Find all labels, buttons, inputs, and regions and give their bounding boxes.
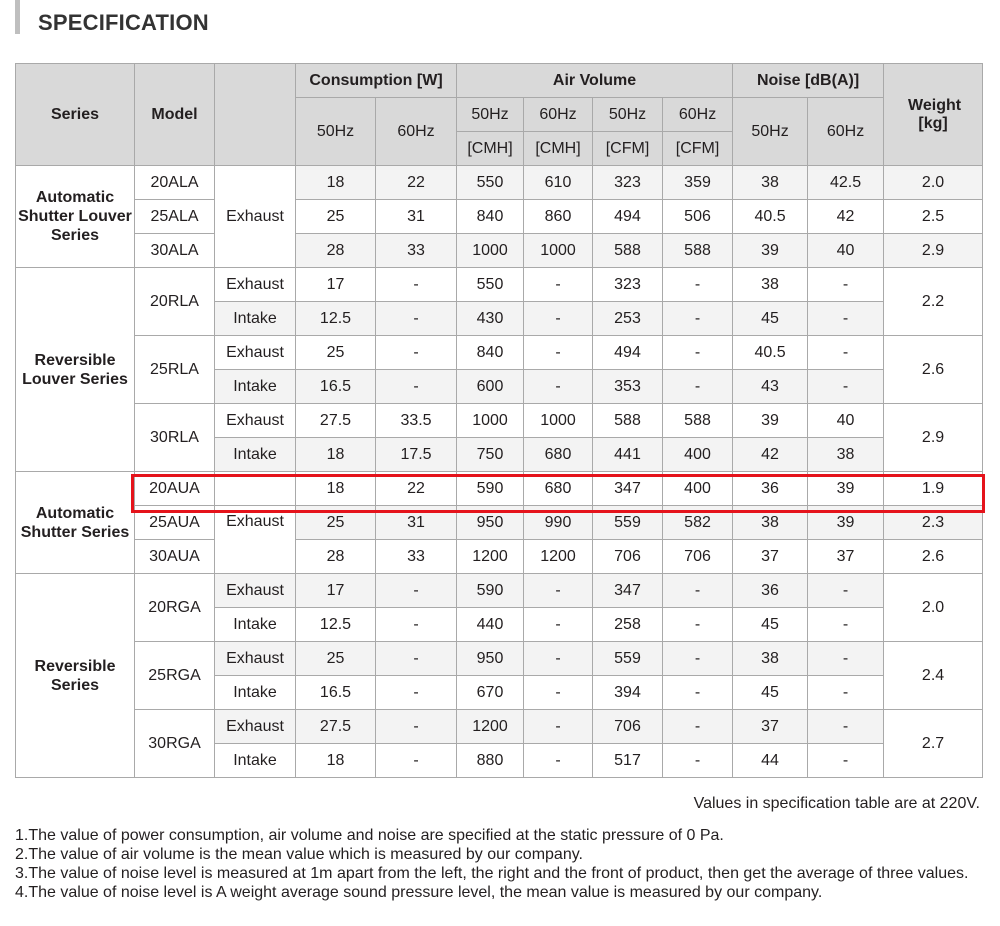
noise-60hz-cell: -	[808, 744, 884, 778]
air-cmh-50hz-cell: 1000	[457, 404, 524, 438]
air-cfm-50hz-cell: 347	[593, 472, 663, 506]
air-cmh-50hz-cell: 550	[457, 268, 524, 302]
header-noise-50hz: 50Hz	[733, 98, 808, 166]
air-cfm-50hz-cell: 588	[593, 404, 663, 438]
consumption-50hz-cell: 25	[296, 336, 376, 370]
weight-cell: 1.9	[884, 472, 983, 506]
air-cfm-60hz-cell: -	[663, 574, 733, 608]
notes-list	[15, 826, 968, 902]
consumption-60hz-cell: 22	[376, 166, 457, 200]
table-row	[16, 200, 983, 234]
noise-50hz-cell: 39	[733, 404, 808, 438]
noise-50hz-cell: 38	[733, 506, 808, 540]
air-cmh-60hz-cell: 1000	[524, 234, 593, 268]
table-row	[16, 268, 983, 302]
air-cmh-60hz-cell: -	[524, 642, 593, 676]
air-cfm-60hz-cell: 588	[663, 234, 733, 268]
noise-50hz-cell: 45	[733, 302, 808, 336]
air-cfm-60hz-cell: -	[663, 676, 733, 710]
note-item: 2.The value of air volume is the mean value which is measured by our company.	[15, 846, 583, 863]
air-cmh-50hz-cell: 750	[457, 438, 524, 472]
mode-cell: Intake	[215, 608, 296, 642]
air-cmh-60hz-cell: -	[524, 302, 593, 336]
noise-50hz-cell: 36	[733, 574, 808, 608]
header-mode	[215, 64, 296, 166]
table-row	[16, 574, 983, 608]
header-unit-cfm: [CFM]	[663, 132, 733, 166]
air-cmh-50hz-cell: 590	[457, 472, 524, 506]
table-row-highlighted	[16, 472, 983, 506]
air-cmh-60hz-cell: -	[524, 744, 593, 778]
air-cmh-50hz-cell: 440	[457, 608, 524, 642]
mode-cell: Exhaust	[215, 710, 296, 744]
weight-cell: 2.4	[884, 642, 983, 710]
consumption-60hz-cell: 17.5	[376, 438, 457, 472]
air-cmh-50hz-cell: 670	[457, 676, 524, 710]
mode-cell: Exhaust	[215, 166, 296, 268]
header-consumption-60hz: 60Hz	[376, 98, 457, 166]
noise-50hz-cell: 39	[733, 234, 808, 268]
mode-cell: Intake	[215, 438, 296, 472]
header-air-volume: Air Volume	[457, 64, 733, 98]
air-cmh-50hz-cell: 600	[457, 370, 524, 404]
air-cmh-60hz-cell: 1200	[524, 540, 593, 574]
air-cfm-60hz-cell: 400	[663, 438, 733, 472]
air-cfm-50hz-cell: 323	[593, 166, 663, 200]
table-row	[16, 506, 983, 540]
page-title: SPECIFICATION	[38, 10, 209, 35]
noise-60hz-cell: 42	[808, 200, 884, 234]
consumption-50hz-cell: 17	[296, 574, 376, 608]
table-row	[16, 336, 983, 370]
header-noise: Noise [dB(A)]	[733, 64, 884, 98]
noise-60hz-cell: 40	[808, 404, 884, 438]
noise-50hz-cell: 38	[733, 642, 808, 676]
consumption-60hz-cell: 22	[376, 472, 457, 506]
air-cmh-60hz-cell: -	[524, 676, 593, 710]
consumption-50hz-cell: 25	[296, 200, 376, 234]
air-cfm-60hz-cell: -	[663, 744, 733, 778]
title-accent-bar	[15, 0, 20, 34]
consumption-50hz-cell: 27.5	[296, 404, 376, 438]
model-cell: 30RGA	[135, 710, 215, 778]
model-cell: 30RLA	[135, 404, 215, 472]
air-cmh-50hz-cell: 590	[457, 574, 524, 608]
air-cmh-50hz-cell: 1000	[457, 234, 524, 268]
noise-50hz-cell: 44	[733, 744, 808, 778]
model-cell: 20ALA	[135, 166, 215, 200]
noise-60hz-cell: -	[808, 370, 884, 404]
model-cell: 20RGA	[135, 574, 215, 642]
noise-50hz-cell: 40.5	[733, 336, 808, 370]
model-cell: 25RLA	[135, 336, 215, 404]
consumption-60hz-cell: -	[376, 608, 457, 642]
weight-cell: 2.2	[884, 268, 983, 336]
model-cell: 25AUA	[135, 506, 215, 540]
table-row	[16, 234, 983, 268]
noise-60hz-cell: -	[808, 302, 884, 336]
header-noise-60hz: 60Hz	[808, 98, 884, 166]
noise-60hz-cell: 37	[808, 540, 884, 574]
model-cell: 25RGA	[135, 642, 215, 710]
noise-60hz-cell: -	[808, 268, 884, 302]
mode-cell-empty	[215, 472, 296, 506]
air-cfm-50hz-cell: 323	[593, 268, 663, 302]
air-cfm-60hz-cell: 582	[663, 506, 733, 540]
weight-cell: 2.0	[884, 574, 983, 642]
mode-cell: Exhaust	[215, 574, 296, 608]
air-cmh-60hz-cell: 1000	[524, 404, 593, 438]
air-cfm-60hz-cell: 706	[663, 540, 733, 574]
consumption-50hz-cell: 25	[296, 506, 376, 540]
air-cfm-50hz-cell: 706	[593, 710, 663, 744]
note-item: 1.The value of power consumption, air volume and noise are specified at the static pressure of 0 Pa.	[15, 827, 724, 844]
air-cfm-50hz-cell: 494	[593, 200, 663, 234]
air-cfm-50hz-cell: 394	[593, 676, 663, 710]
weight-cell: 2.9	[884, 404, 983, 472]
air-cmh-50hz-cell: 550	[457, 166, 524, 200]
air-cmh-60hz-cell: -	[524, 370, 593, 404]
air-cfm-50hz-cell: 441	[593, 438, 663, 472]
table-row	[16, 404, 983, 438]
air-cmh-60hz-cell: 680	[524, 472, 593, 506]
air-cmh-60hz-cell: -	[524, 336, 593, 370]
air-cfm-60hz-cell: -	[663, 268, 733, 302]
consumption-60hz-cell: -	[376, 642, 457, 676]
series-cell: Reversible Louver Series	[16, 268, 135, 472]
model-cell: 20RLA	[135, 268, 215, 336]
header-series: Series	[16, 64, 135, 166]
noise-60hz-cell: -	[808, 710, 884, 744]
consumption-60hz-cell: 33	[376, 540, 457, 574]
air-cfm-50hz-cell: 353	[593, 370, 663, 404]
table-body	[16, 166, 983, 778]
header-air-cmh-50hz: 50Hz	[457, 98, 524, 132]
air-cfm-50hz-cell: 517	[593, 744, 663, 778]
consumption-50hz-cell: 28	[296, 540, 376, 574]
note-item: 3.The value of noise level is measured at 1m apart from the left, the right and the front of product, then get the average of three values.	[15, 865, 969, 882]
consumption-50hz-cell: 18	[296, 744, 376, 778]
consumption-60hz-cell: 31	[376, 200, 457, 234]
consumption-60hz-cell: 33	[376, 234, 457, 268]
air-cmh-50hz-cell: 950	[457, 642, 524, 676]
model-cell: 30AUA	[135, 540, 215, 574]
noise-50hz-cell: 38	[733, 166, 808, 200]
air-cfm-60hz-cell: -	[663, 642, 733, 676]
table-row	[16, 540, 983, 574]
air-cfm-50hz-cell: 588	[593, 234, 663, 268]
air-cfm-50hz-cell: 559	[593, 506, 663, 540]
air-cmh-60hz-cell: -	[524, 574, 593, 608]
weight-cell: 2.5	[884, 200, 983, 234]
consumption-60hz-cell: -	[376, 336, 457, 370]
consumption-50hz-cell: 12.5	[296, 302, 376, 336]
air-cmh-60hz-cell: -	[524, 710, 593, 744]
model-cell: 25ALA	[135, 200, 215, 234]
noise-50hz-cell: 37	[733, 710, 808, 744]
air-cfm-50hz-cell: 706	[593, 540, 663, 574]
consumption-50hz-cell: 18	[296, 472, 376, 506]
air-cfm-60hz-cell: 400	[663, 472, 733, 506]
noise-60hz-cell: 39	[808, 506, 884, 540]
consumption-50hz-cell: 16.5	[296, 676, 376, 710]
header-consumption: Consumption [W]	[296, 64, 457, 98]
series-cell: Automatic Shutter Louver Series	[16, 166, 135, 268]
air-cmh-60hz-cell: 680	[524, 438, 593, 472]
weight-cell: 2.7	[884, 710, 983, 778]
weight-cell: 2.6	[884, 336, 983, 404]
air-cmh-60hz-cell: 610	[524, 166, 593, 200]
mode-cell: Intake	[215, 302, 296, 336]
noise-60hz-cell: 39	[808, 472, 884, 506]
header-air-cfm-50hz: 50Hz	[593, 98, 663, 132]
noise-60hz-cell: -	[808, 336, 884, 370]
air-cfm-60hz-cell: -	[663, 608, 733, 642]
consumption-60hz-cell: -	[376, 370, 457, 404]
table-row	[16, 166, 983, 200]
mode-cell: Exhaust	[215, 506, 296, 574]
consumption-60hz-cell: -	[376, 744, 457, 778]
air-cfm-60hz-cell: 506	[663, 200, 733, 234]
consumption-50hz-cell: 27.5	[296, 710, 376, 744]
air-cmh-50hz-cell: 840	[457, 200, 524, 234]
header-unit-cmh: [CMH]	[524, 132, 593, 166]
weight-cell: 2.6	[884, 540, 983, 574]
air-cfm-50hz-cell: 494	[593, 336, 663, 370]
noise-50hz-cell: 37	[733, 540, 808, 574]
noise-50hz-cell: 40.5	[733, 200, 808, 234]
mode-cell: Intake	[215, 370, 296, 404]
air-cfm-60hz-cell: -	[663, 710, 733, 744]
air-cmh-50hz-cell: 1200	[457, 710, 524, 744]
consumption-60hz-cell: 31	[376, 506, 457, 540]
consumption-50hz-cell: 17	[296, 268, 376, 302]
consumption-50hz-cell: 12.5	[296, 608, 376, 642]
air-cfm-50hz-cell: 347	[593, 574, 663, 608]
air-cfm-60hz-cell: -	[663, 370, 733, 404]
noise-50hz-cell: 38	[733, 268, 808, 302]
noise-60hz-cell: 38	[808, 438, 884, 472]
series-cell: Automatic Shutter Series	[16, 472, 135, 574]
model-cell: 20AUA	[135, 472, 215, 506]
header-model: Model	[135, 64, 215, 166]
noise-60hz-cell: -	[808, 608, 884, 642]
noise-50hz-cell: 36	[733, 472, 808, 506]
air-cmh-50hz-cell: 1200	[457, 540, 524, 574]
weight-cell: 2.3	[884, 506, 983, 540]
mode-cell: Intake	[215, 744, 296, 778]
consumption-60hz-cell: -	[376, 676, 457, 710]
series-cell: Reversible Series	[16, 574, 135, 778]
header-air-cmh-60hz: 60Hz	[524, 98, 593, 132]
mode-cell: Exhaust	[215, 642, 296, 676]
consumption-50hz-cell: 16.5	[296, 370, 376, 404]
air-cmh-60hz-cell: 860	[524, 200, 593, 234]
air-cmh-60hz-cell: -	[524, 608, 593, 642]
consumption-50hz-cell: 18	[296, 166, 376, 200]
consumption-50hz-cell: 25	[296, 642, 376, 676]
table-row	[16, 710, 983, 744]
header-consumption-50hz: 50Hz	[296, 98, 376, 166]
noise-50hz-cell: 45	[733, 608, 808, 642]
note-item: 4.The value of noise level is A weight average sound pressure level, the mean value is measured by our company.	[15, 884, 823, 901]
noise-60hz-cell: -	[808, 574, 884, 608]
noise-60hz-cell: 42.5	[808, 166, 884, 200]
consumption-50hz-cell: 18	[296, 438, 376, 472]
weight-cell: 2.9	[884, 234, 983, 268]
air-cmh-50hz-cell: 950	[457, 506, 524, 540]
air-cfm-60hz-cell: 588	[663, 404, 733, 438]
mode-cell: Exhaust	[215, 404, 296, 438]
air-cmh-50hz-cell: 430	[457, 302, 524, 336]
air-cmh-60hz-cell: -	[524, 268, 593, 302]
weight-cell: 2.0	[884, 166, 983, 200]
air-cmh-50hz-cell: 840	[457, 336, 524, 370]
air-cfm-50hz-cell: 253	[593, 302, 663, 336]
consumption-60hz-cell: 33.5	[376, 404, 457, 438]
air-cfm-50hz-cell: 258	[593, 608, 663, 642]
mode-cell: Exhaust	[215, 268, 296, 302]
air-cmh-50hz-cell: 880	[457, 744, 524, 778]
header-unit-cmh: [CMH]	[457, 132, 524, 166]
air-cfm-50hz-cell: 559	[593, 642, 663, 676]
air-cmh-60hz-cell: 990	[524, 506, 593, 540]
noise-50hz-cell: 42	[733, 438, 808, 472]
consumption-50hz-cell: 28	[296, 234, 376, 268]
mode-cell: Intake	[215, 676, 296, 710]
air-cfm-60hz-cell: 359	[663, 166, 733, 200]
specification-table	[15, 63, 983, 778]
table-header	[16, 64, 983, 166]
table-row	[16, 642, 983, 676]
header-air-cfm-60hz: 60Hz	[663, 98, 733, 132]
noise-50hz-cell: 43	[733, 370, 808, 404]
mode-cell: Exhaust	[215, 336, 296, 370]
noise-60hz-cell: 40	[808, 234, 884, 268]
header-weight: Weight [kg]	[884, 64, 983, 166]
voltage-note: Values in specification table are at 220V.	[693, 795, 980, 812]
consumption-60hz-cell: -	[376, 574, 457, 608]
air-cfm-60hz-cell: -	[663, 302, 733, 336]
air-cfm-60hz-cell: -	[663, 336, 733, 370]
consumption-60hz-cell: -	[376, 268, 457, 302]
header-unit-cfm: [CFM]	[593, 132, 663, 166]
consumption-60hz-cell: -	[376, 302, 457, 336]
model-cell: 30ALA	[135, 234, 215, 268]
noise-50hz-cell: 45	[733, 676, 808, 710]
consumption-60hz-cell: -	[376, 710, 457, 744]
noise-60hz-cell: -	[808, 676, 884, 710]
noise-60hz-cell: -	[808, 642, 884, 676]
